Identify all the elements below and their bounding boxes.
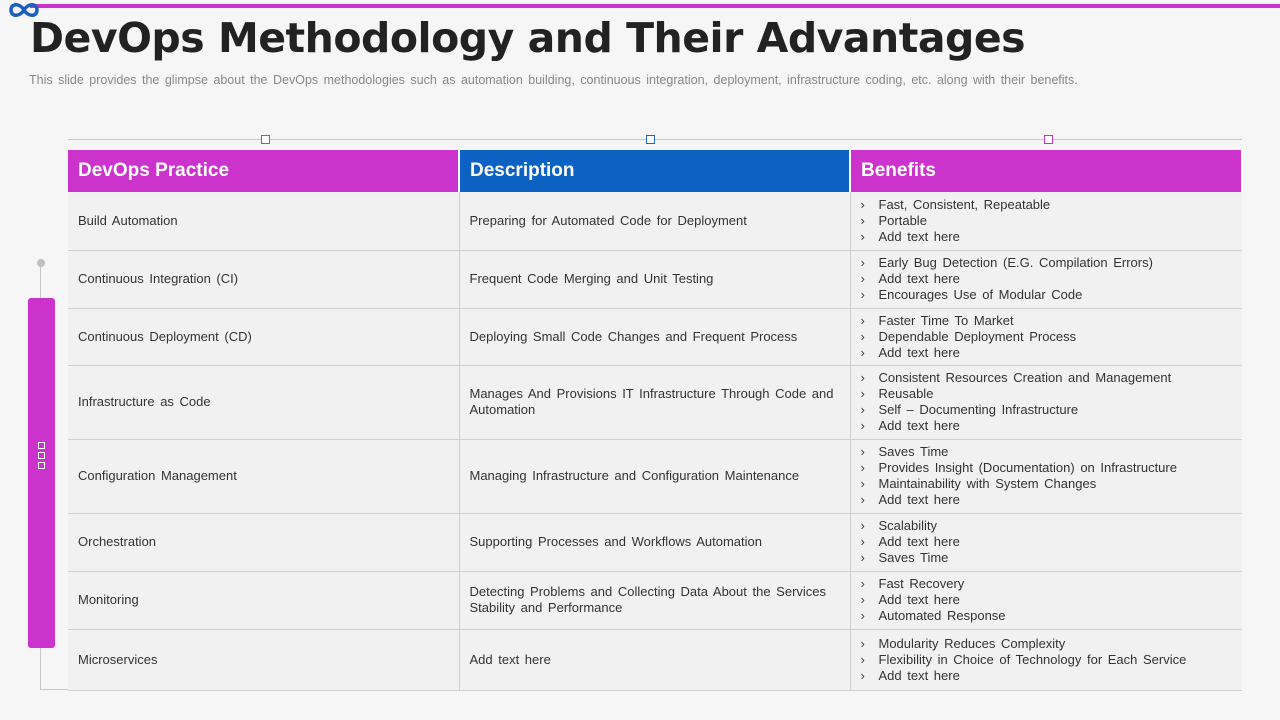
page-title: DevOps Methodology and Their Advantages [30,14,1026,62]
benefit-item: › Provides Insight (Documentation) on Infrastructure [861,460,1233,476]
benefits-list [861,576,1233,624]
description-cell: Preparing for Automated Code for Deployment [459,192,850,250]
benefit-item: › Add text here [861,668,1233,684]
description-cell: Frequent Code Merging and Unit Testing [459,250,850,308]
description-cell: Managing Infrastructure and Configuration Maintenance [459,439,850,513]
practice-cell: Monitoring [68,571,459,629]
benefits-list [861,313,1233,361]
benefit-item: › Fast Recovery [861,576,1233,592]
benefits-cell [850,308,1242,365]
table-row [68,629,1242,690]
practice-cell: Continuous Integration (CI) [68,250,459,308]
side-accent-bar [28,298,55,648]
header-description: Description [459,150,850,192]
practice-cell: Infrastructure as Code [68,365,459,439]
benefit-item: › Consistent Resources Creation and Management [861,370,1233,386]
benefit-item: › Fast, Consistent, Repeatable [861,197,1233,213]
table-row [68,439,1242,513]
benefits-cell [850,439,1242,513]
table-row [68,250,1242,308]
practice-cell: Continuous Deployment (CD) [68,308,459,365]
benefit-item: › Saves Time [861,444,1233,460]
resize-handle-left [261,135,270,144]
benefit-item: › Faster Time To Market [861,313,1233,329]
frame-line-bottom [40,689,68,690]
benefits-list [861,197,1233,245]
description-cell: Detecting Problems and Collecting Data About the Services Stability and Performance [459,571,850,629]
benefits-cell [850,250,1242,308]
practice-cell: Configuration Management [68,439,459,513]
side-square-icon [38,462,45,469]
table-row [68,308,1242,365]
benefit-item: › Dependable Deployment Process [861,329,1233,345]
benefits-list [861,255,1233,303]
practice-cell: Orchestration [68,513,459,571]
header-practice: DevOps Practice [68,150,459,192]
description-cell: Supporting Processes and Workflows Automation [459,513,850,571]
benefit-item: › Self – Documenting Infrastructure [861,402,1233,418]
benefit-item: › Add text here [861,418,1233,434]
table-header-row [68,150,1242,192]
benefits-list [861,636,1233,684]
benefits-list [861,370,1233,434]
side-square-icon [38,442,45,449]
benefit-item: › Maintainability with System Changes [861,476,1233,492]
benefit-item: › Reusable [861,386,1233,402]
frame-dot [37,259,45,267]
table-row [68,192,1242,250]
description-cell: Deploying Small Code Changes and Frequent Process [459,308,850,365]
benefit-item: › Saves Time [861,550,1233,566]
benefits-list [861,518,1233,566]
description-cell: Add text here [459,629,850,690]
table-row [68,365,1242,439]
benefit-item: › Automated Response [861,608,1233,624]
resize-handle-center [646,135,655,144]
page-subtitle: This slide provides the glimpse about the DevOps methodologies such as automation building, continuous integration, deployment, infrastructure coding, etc. along with their benefits. [29,73,1078,87]
header-benefits: Benefits [850,150,1242,192]
benefits-list [861,444,1233,508]
table-row [68,513,1242,571]
benefit-item: › Add text here [861,492,1233,508]
benefits-cell [850,192,1242,250]
side-square-icon [38,452,45,459]
benefit-item: › Early Bug Detection (E.G. Compilation Errors) [861,255,1233,271]
top-accent-line [30,4,1280,8]
frame-line-top [68,139,1242,140]
benefit-item: › Add text here [861,534,1233,550]
benefits-cell [850,629,1242,690]
benefit-item: › Add text here [861,271,1233,287]
resize-handle-right [1044,135,1053,144]
benefit-item: › Add text here [861,592,1233,608]
benefit-item: › Encourages Use of Modular Code [861,287,1233,303]
benefits-cell [850,365,1242,439]
description-cell: Manages And Provisions IT Infrastructure Through Code and Automation [459,365,850,439]
benefits-cell [850,513,1242,571]
benefit-item: › Add text here [861,229,1233,245]
benefit-item: › Modularity Reduces Complexity [861,636,1233,652]
benefit-item: › Add text here [861,345,1233,361]
benefit-item: › Scalability [861,518,1233,534]
devops-table [68,150,1243,691]
benefit-item: › Flexibility in Choice of Technology for Each Service [861,652,1233,668]
practice-cell: Microservices [68,629,459,690]
benefit-item: › Portable [861,213,1233,229]
benefits-cell [850,571,1242,629]
practice-cell: Build Automation [68,192,459,250]
table-row [68,571,1242,629]
